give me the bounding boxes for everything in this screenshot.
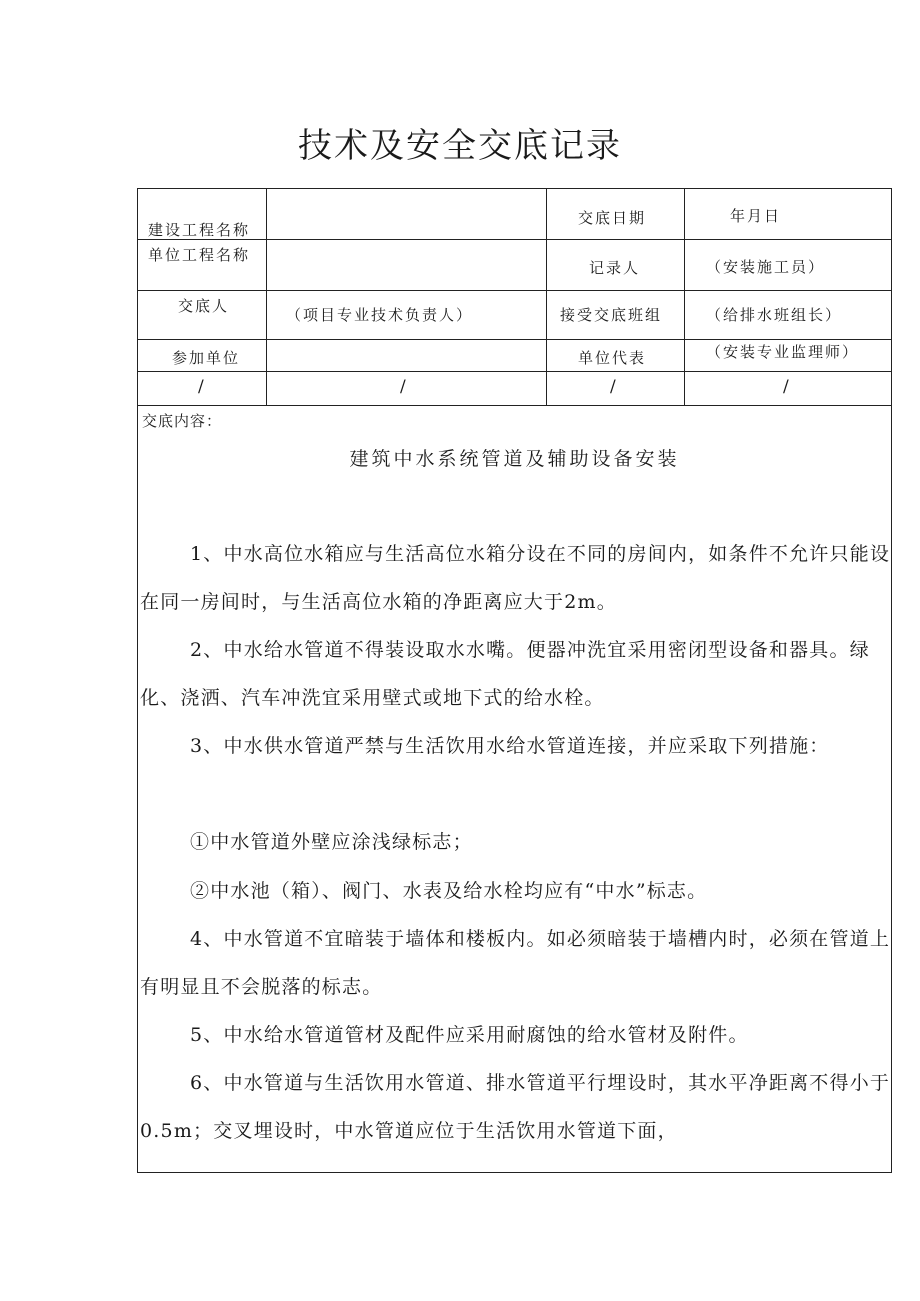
slash-cell: /	[400, 377, 408, 397]
content-paragraph: ②中水池（箱）、阀门、水表及给水栓均应有“中水”标志。	[190, 880, 708, 902]
row-divider	[138, 371, 891, 372]
slash-cell: /	[783, 377, 791, 397]
content-section	[138, 406, 891, 1173]
content-paragraph: 4、中水管道不宜暗装于墙体和楼板内。如必须暗装于墙槽内时，必须在管道上有明显且不会脱落的标志。	[140, 928, 891, 998]
slash-cell: /	[610, 377, 618, 397]
receiving-team-label: 接受交底班组	[560, 306, 663, 324]
content-heading: 建筑中水系统管道及辅助设备安装	[349, 448, 680, 470]
recorder-label: 记录人	[589, 259, 641, 277]
presenter-value: （项目专业技术负责人）	[286, 306, 474, 324]
content-paragraph: 5、中水给水管道管材及配件应采用耐腐蚀的给水管材及附件。	[190, 1024, 749, 1046]
unit-name-label: 单位工程名称	[148, 246, 251, 264]
row-divider	[138, 339, 891, 340]
content-label: 交底内容：	[142, 412, 223, 430]
date-label: 交底日期	[578, 209, 647, 227]
column-divider	[546, 189, 547, 405]
handover-record-form	[137, 188, 892, 1173]
column-divider	[684, 189, 685, 405]
presenter-label: 交底人	[178, 297, 230, 315]
project-name-label: 建设工程名称	[148, 221, 251, 239]
document-title: 技术及安全交底记录	[298, 126, 622, 166]
content-paragraph: 1、中水高位水箱应与生活高位水箱分设在不同的房间内，如条件不允许只能设在同一房间时，与生活高位水箱的净距离应大于2m。	[140, 543, 891, 613]
date-value: 年月日	[730, 207, 782, 225]
recorder-value: （安装施工员）	[706, 258, 826, 276]
content-paragraph: ①中水管道外壁应涂浅绿标志；	[190, 831, 473, 853]
column-divider	[266, 189, 267, 405]
row-divider	[138, 290, 891, 291]
unit-rep-value: （安装专业监理师）	[706, 343, 860, 361]
content-paragraph: 3、中水供水管道严禁与生活饮用水给水管道连接，并应采取下列措施：	[190, 735, 830, 757]
participating-unit-label: 参加单位	[172, 349, 241, 367]
receiving-team-value: （给排水班组长）	[706, 306, 843, 324]
unit-rep-label: 单位代表	[578, 349, 647, 367]
slash-cell: /	[198, 377, 206, 397]
content-paragraph: 2、中水给水管道不得装设取水水嘴。便器冲洗宜采用密闭型设备和器具。绿化、浇洒、汽车冲洗宜采用壁式或地下式的给水栓。	[140, 639, 870, 709]
content-paragraph: 6、中水管道与生活饮用水管道、排水管道平行埋设时，其水平净距离不得小于0.5m；交叉埋设时，中水管道应位于生活饮用水管道下面，	[140, 1072, 891, 1142]
row-divider	[138, 239, 891, 240]
